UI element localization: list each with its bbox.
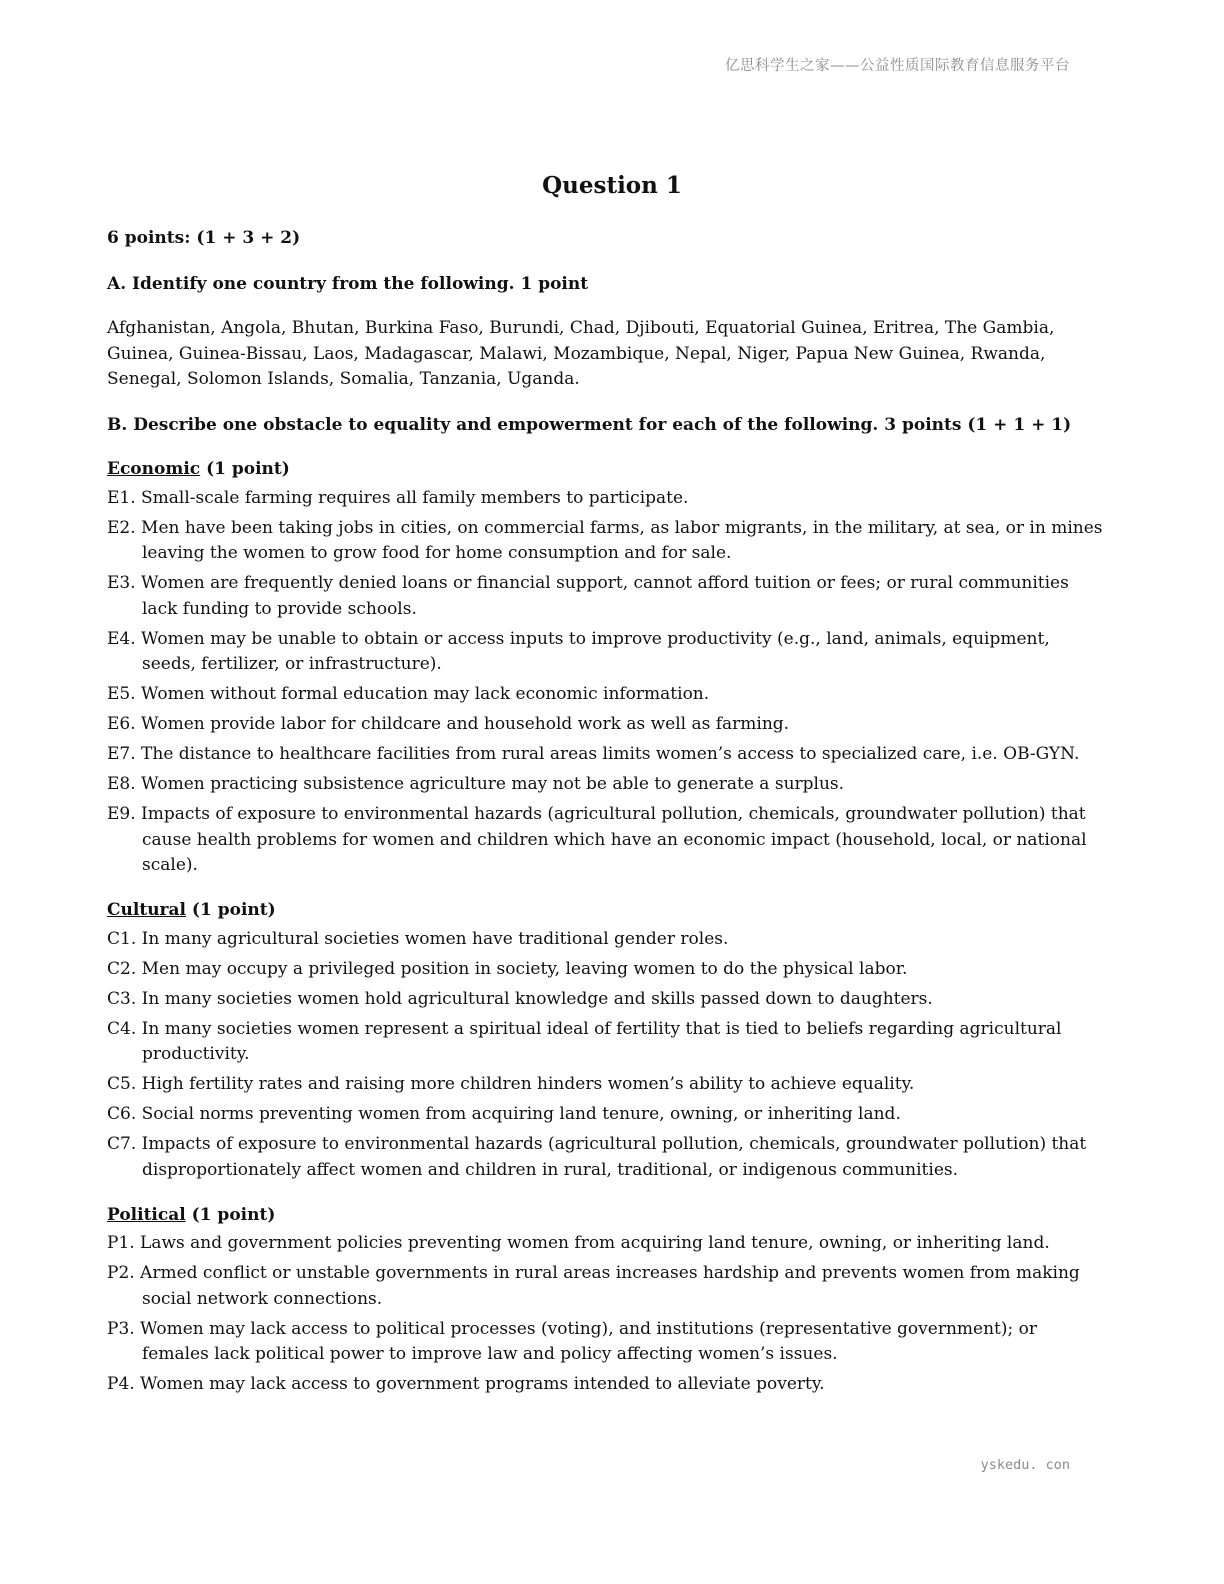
list-item: C5. High fertility rates and raising more children hinders women’s ability to achieve equality. [107,1074,915,1094]
list-item: E5. Women without formal education may lack economic information. [107,684,710,704]
list-item: E6. Women provide labor for childcare and household work as well as farming. [107,714,790,734]
list-item: P4. Women may lack access to government programs intended to alleviate poverty. [107,1374,825,1394]
page-title: Question 1 [542,172,682,199]
list-item: P1. Laws and government policies preventing women from acquiring land tenure, owning, or inheriting land. [107,1233,1050,1253]
political-heading [107,1203,1107,1229]
cultural-list [107,927,1107,1184]
list-item: C7. Impacts of exposure to environmental hazards (agricultural pollution, chemicals, groundwater pollution) that disproportionately affect women and children in rural, traditional, or indigenous communities. [107,1134,1087,1180]
country-list: Afghanistan, Angola, Bhutan, Burkina Faso, Burundi, Chad, Djibouti, Equatorial Guinea, Eritrea, The Gambia, Guinea, Guinea-Bissau, Laos, Madagascar, Malawi, Mozambique, Nepal, Niger, Papua New Guinea, Rwanda, Senegal, Solomon Islands, Somalia, Tanzania, Uganda. [107,318,1055,389]
list-item: E9. Impacts of exposure to environmental hazards (agricultural pollution, chemicals, groundwater pollution) that cause health problems for women and children which have an economic impact (household, local, or national scale). [107,804,1087,875]
footer-watermark: yskedu. con [980,1457,1070,1473]
list-item: E2. Men have been taking jobs in cities, on commercial farms, as labor migrants, in the military, at sea, or in mines leaving the women to grow food for home consumption and for sale. [107,517,1103,563]
spacer [107,883,1107,898]
document-body [107,226,1107,1402]
cultural-heading [107,898,1107,924]
list-item: E3. Women are frequently denied loans or financial support, cannot afford tuition or fees; or rural communities lack funding to provide schools. [107,573,1069,619]
cultural-heading-label: Cultural [107,900,186,920]
header-watermark: 亿思科学生之家——公益性质国际教育信息服务平台 [725,58,1070,74]
economic-heading-points: (1 point) [206,459,290,479]
list-item: E7. The distance to healthcare facilities from rural areas limits women’s access to specialized care, i.e. OB-GYN. [107,744,1080,764]
political-heading-label: Political [107,1204,186,1225]
spacer [107,1188,1107,1203]
part-b-prompt: B. Describe one obstacle to equality and empowerment for each of the following. 3 points (1 + 1 + 1) [107,414,1072,435]
economic-list [107,486,1107,879]
political-list [107,1231,1107,1398]
list-item: C3. In many societies women hold agricultural knowledge and skills passed down to daughters. [107,988,933,1009]
list-item: E4. Women may be unable to obtain or access inputs to improve productivity (e.g., land, animals, equipment, seeds, fertilizer, or infrastructure). [107,628,1050,674]
list-item: C6. Social norms preventing women from acquiring land tenure, owning, or inheriting land. [107,1104,901,1124]
list-item: C1. In many agricultural societies women have traditional gender roles. [107,928,729,949]
list-item: C2. Men may occupy a privileged position in society, leaving women to do the physical labor. [107,958,908,979]
cultural-heading-points: (1 point) [191,900,276,920]
list-item: P3. Women may lack access to political processes (voting), and institutions (representative government); or females lack political power to improve law and policy affecting women’s issues. [107,1318,1037,1364]
points-summary: 6 points: (1 + 3 + 2) [107,228,301,248]
political-heading-points: (1 point) [191,1204,276,1225]
part-a-prompt: A. Identify one country from the following. 1 point [107,273,589,294]
economic-heading [107,457,1107,483]
economic-heading-label: Economic [107,459,201,479]
list-item: P2. Armed conflict or unstable governments in rural areas increases hardship and prevents women from making social network connections. [107,1263,1080,1309]
list-item: E1. Small-scale farming requires all family members to participate. [107,487,689,508]
list-item: E8. Women practicing subsistence agriculture may not be able to generate a surplus. [107,774,845,794]
list-item: C4. In many societies women represent a spiritual ideal of fertility that is tied to beliefs regarding agricultural productivity. [107,1018,1062,1064]
